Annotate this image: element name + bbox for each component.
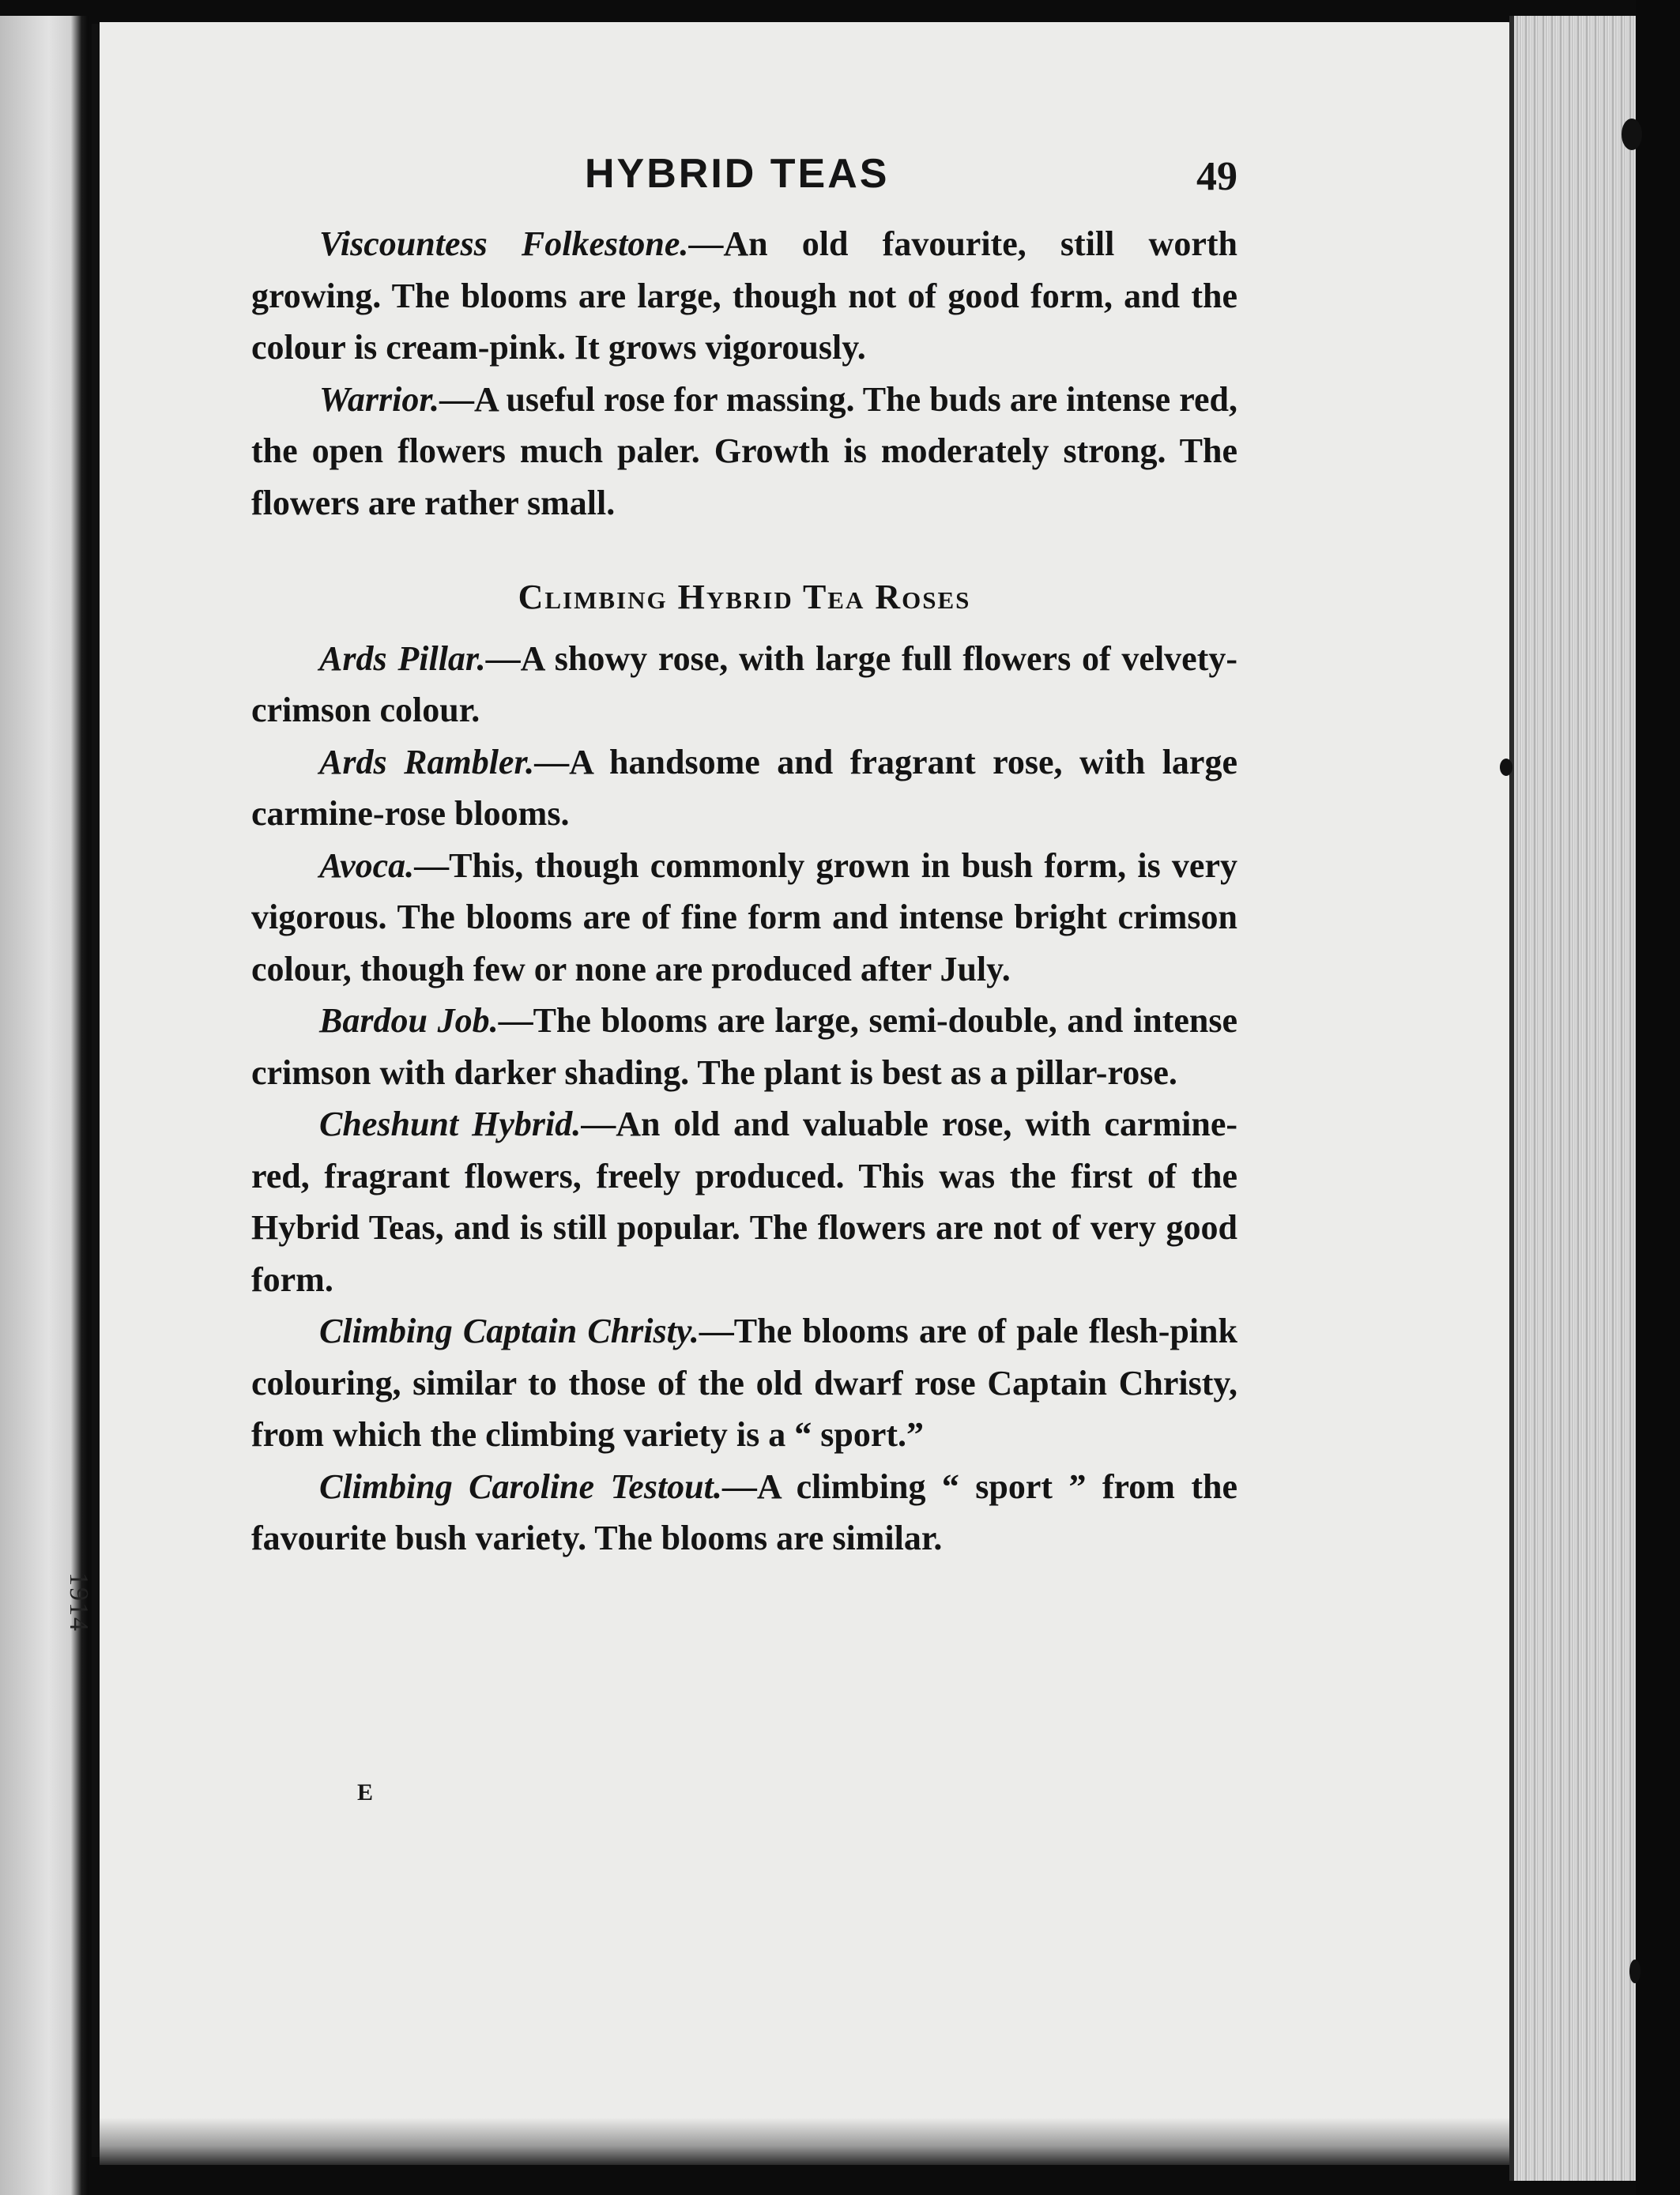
rose-description: —The blooms are of pale flesh-pink colouring, similar to those of the old dwarf rose Captain Christy, from which the climbing variety is a “ sport.” <box>251 1312 1237 1454</box>
rose-name: Climbing Caroline Testout. <box>319 1466 722 1506</box>
ink-blot <box>1629 1960 1640 1983</box>
ink-blot <box>1500 759 1512 776</box>
rose-description: —An old favourite, still worth growing. The blooms are large, though not of good form, and the colour is cream-pink. It grows vigorously. <box>251 224 1237 367</box>
gutter-line <box>92 24 100 2157</box>
rose-entry <box>251 1098 1237 1305</box>
rose-entry <box>251 1305 1237 1461</box>
rose-entry <box>251 736 1237 840</box>
rose-name: Cheshunt Hybrid. <box>319 1105 582 1143</box>
facing-page-edge <box>0 16 89 2195</box>
rose-description: —A handsome and fragrant rose, with large carmine-rose blooms. <box>251 742 1237 833</box>
rose-entry <box>251 1461 1237 1564</box>
scan-right-border <box>1636 0 1680 2195</box>
rose-name: Ards Pillar. <box>319 638 486 678</box>
rose-name: Avoca. <box>319 845 415 885</box>
rose-description: —A showy rose, with large full flowers of velvety-crimson colour. <box>251 638 1238 729</box>
rose-entry <box>251 633 1237 736</box>
rose-entry <box>251 840 1237 996</box>
rose-entry <box>251 218 1237 374</box>
page-number: 49 <box>1196 154 1237 199</box>
rose-entry <box>251 995 1237 1098</box>
rose-description: —A climbing “ sport ” from the favourite bush variety. The blooms are similar. <box>251 1466 1237 1557</box>
rose-name: Viscountess Folkestone. <box>319 224 689 263</box>
signature-mark: E <box>357 1779 374 1805</box>
rose-name: Warrior. <box>319 379 440 419</box>
page-fore-edge <box>1509 16 1640 2181</box>
running-title: HYBRID TEAS <box>585 151 890 197</box>
rose-description: —This, though commonly grown in bush form, is very vigorous. The blooms are of fine form and intense bright crimson colour, though few or none are produced after July. <box>251 845 1237 988</box>
rose-name: Bardou Job. <box>319 1001 499 1040</box>
rose-description: —A useful rose for massing. The buds are intense red, the open flowers much paler. Growth is moderately strong. The flowers are rather small. <box>251 379 1237 522</box>
rose-name: Climbing Captain Christy. <box>319 1312 699 1350</box>
page-bottom-shadow <box>100 2118 1522 2165</box>
ink-blot <box>1622 119 1642 150</box>
section-heading: Climbing Hybrid Tea Roses <box>518 578 971 616</box>
page-body <box>251 218 1237 1564</box>
rose-name: Ards Rambler. <box>319 742 535 781</box>
spine-text: 1914 <box>64 1572 93 1632</box>
rose-description: —An old and valuable rose, with carmine-red, fragrant flowers, freely produced. This was the first of the Hybrid Teas, and is still popular. The flowers are not of very good form. <box>251 1105 1237 1299</box>
rose-description: —The blooms are large, semi-double, and intense crimson with darker shading. The plant is best as a pillar-rose. <box>251 1001 1237 1092</box>
rose-entry <box>251 374 1237 529</box>
